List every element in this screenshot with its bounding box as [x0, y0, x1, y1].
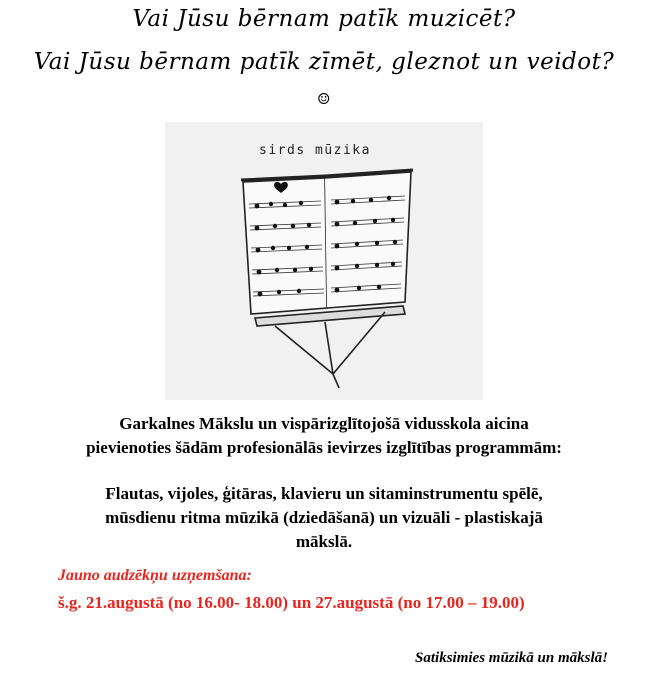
music-stand-illustration — [165, 122, 483, 400]
closing-message: Satiksimies mūzikā un mākslā! — [415, 650, 608, 666]
smiley-icon: ☺ — [317, 90, 331, 108]
programs-line-1: Flautas, vijoles, ģitāras, klavieru un sitaminstrumentu spēlē, — [105, 484, 543, 503]
admission-title: Jauno audzēkņu uzņemšana: — [58, 567, 252, 584]
art-question-heading: Vai Jūsu bērnam patīk zīmēt, gleznot un veidot? — [33, 49, 615, 75]
invitation-line-2: pievienoties šādām profesionālās ievirzes izglītības programmām: — [86, 438, 562, 457]
invitation-line-1: Garkalnes Mākslu un vispārizglītojošā vidusskola aicina — [119, 414, 529, 433]
programs-line-3: mākslā. — [295, 532, 353, 551]
admission-dates: š.g. 21.augustā (no 16.00- 18.00) un 27.augustā (no 17.00 – 19.00) — [58, 593, 525, 612]
invitation-text — [0, 412, 648, 460]
music-question-heading: Vai Jūsu bērnam patīk muzicēt? — [132, 6, 516, 32]
programs-line-2: mūsdienu ritma mūzikā (dziedāšanā) un vizuāli - plastiskajā — [105, 508, 543, 527]
illustration-caption: sirds mūzika — [259, 143, 371, 158]
programs-text — [0, 482, 648, 554]
